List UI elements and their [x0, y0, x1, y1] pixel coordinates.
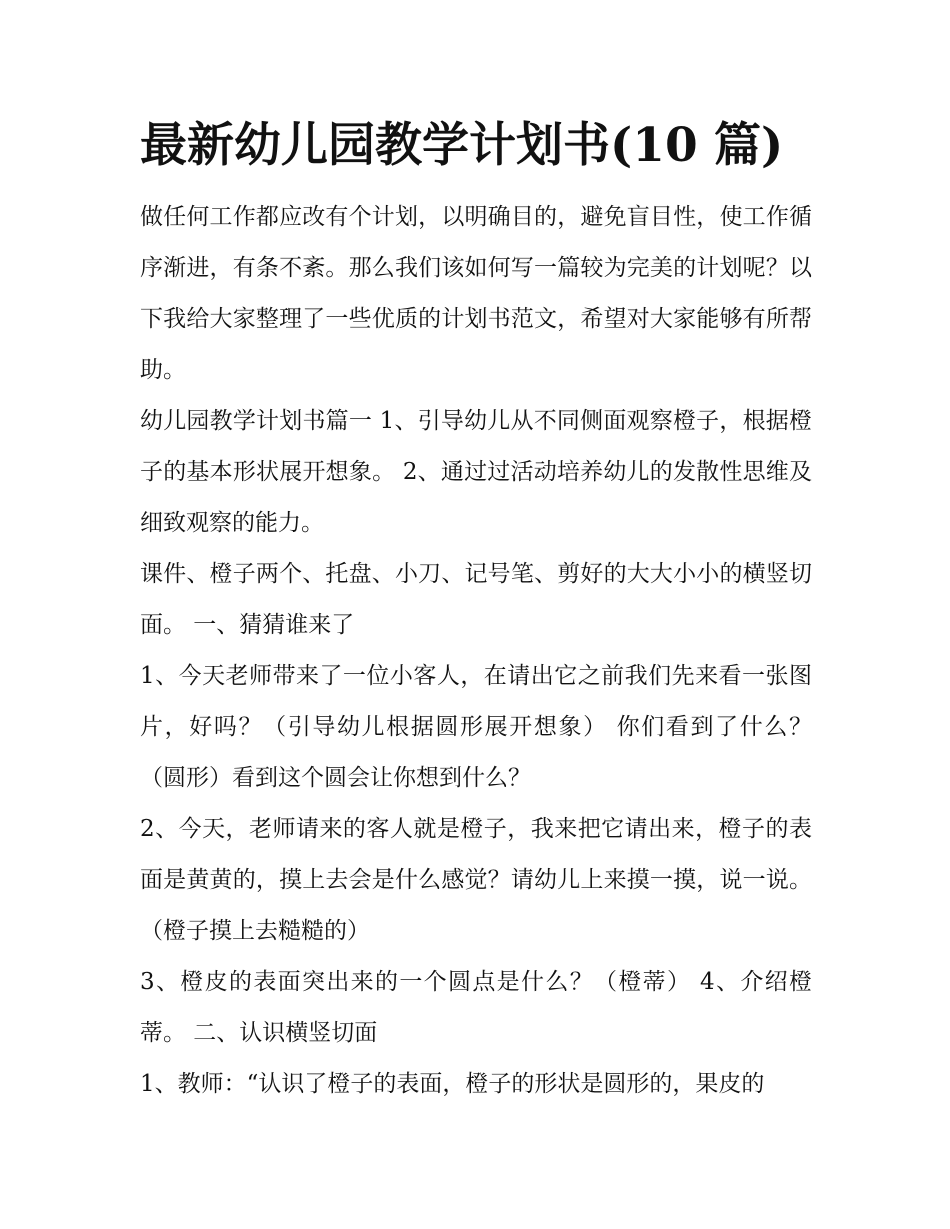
document-page: [140, 112, 812, 1110]
document-title: 最新幼儿园教学计划书(10 篇): [140, 118, 784, 173]
paragraph-step-3: 3、橙皮的表面突出来的一个圆点是什么？（橙蒂） 4、介绍橙蒂。 二、认识横竖切面: [140, 969, 812, 1046]
paragraph-step-2: 2、今天，老师请来的客人就是橙子，我来把它请出来，橙子的表面是黄黄的，摸上去会是什么感觉？请幼儿上来摸一摸，说一说。（橙子摸上去糙糙的）: [140, 816, 812, 944]
paragraph-plan-one-goals: 幼儿园教学计划书篇一 1、引导幼儿从不同侧面观察橙子，根据橙子的基本形状展开想象。 2、通过过活动培养幼儿的发散性思维及细致观察的能力。: [140, 408, 812, 536]
paragraph-materials: 课件、橙子两个、托盘、小刀、记号笔、剪好的大大小小的横竖切面。 一、猜猜谁来了: [140, 561, 812, 638]
paragraph-intro: 做任何工作都应改有个计划，以明确目的，避免盲目性，使工作循序渐进，有条不紊。那么我们该如何写一篇较为完美的计划呢？以下我给大家整理了一些优质的计划书范文，希望对大家能够有所帮助。: [140, 204, 812, 383]
paragraph-step-1: 1、今天老师带来了一位小客人，在请出它之前我们先来看一张图片，好吗？（引导幼儿根据圆形展开想象） 你们看到了什么？（圆形）看到这个圆会让你想到什么？: [140, 663, 812, 791]
paragraph-cross-section: 1、教师：“认识了橙子的表面，橙子的形状是圆形的，果皮的: [140, 1071, 765, 1097]
